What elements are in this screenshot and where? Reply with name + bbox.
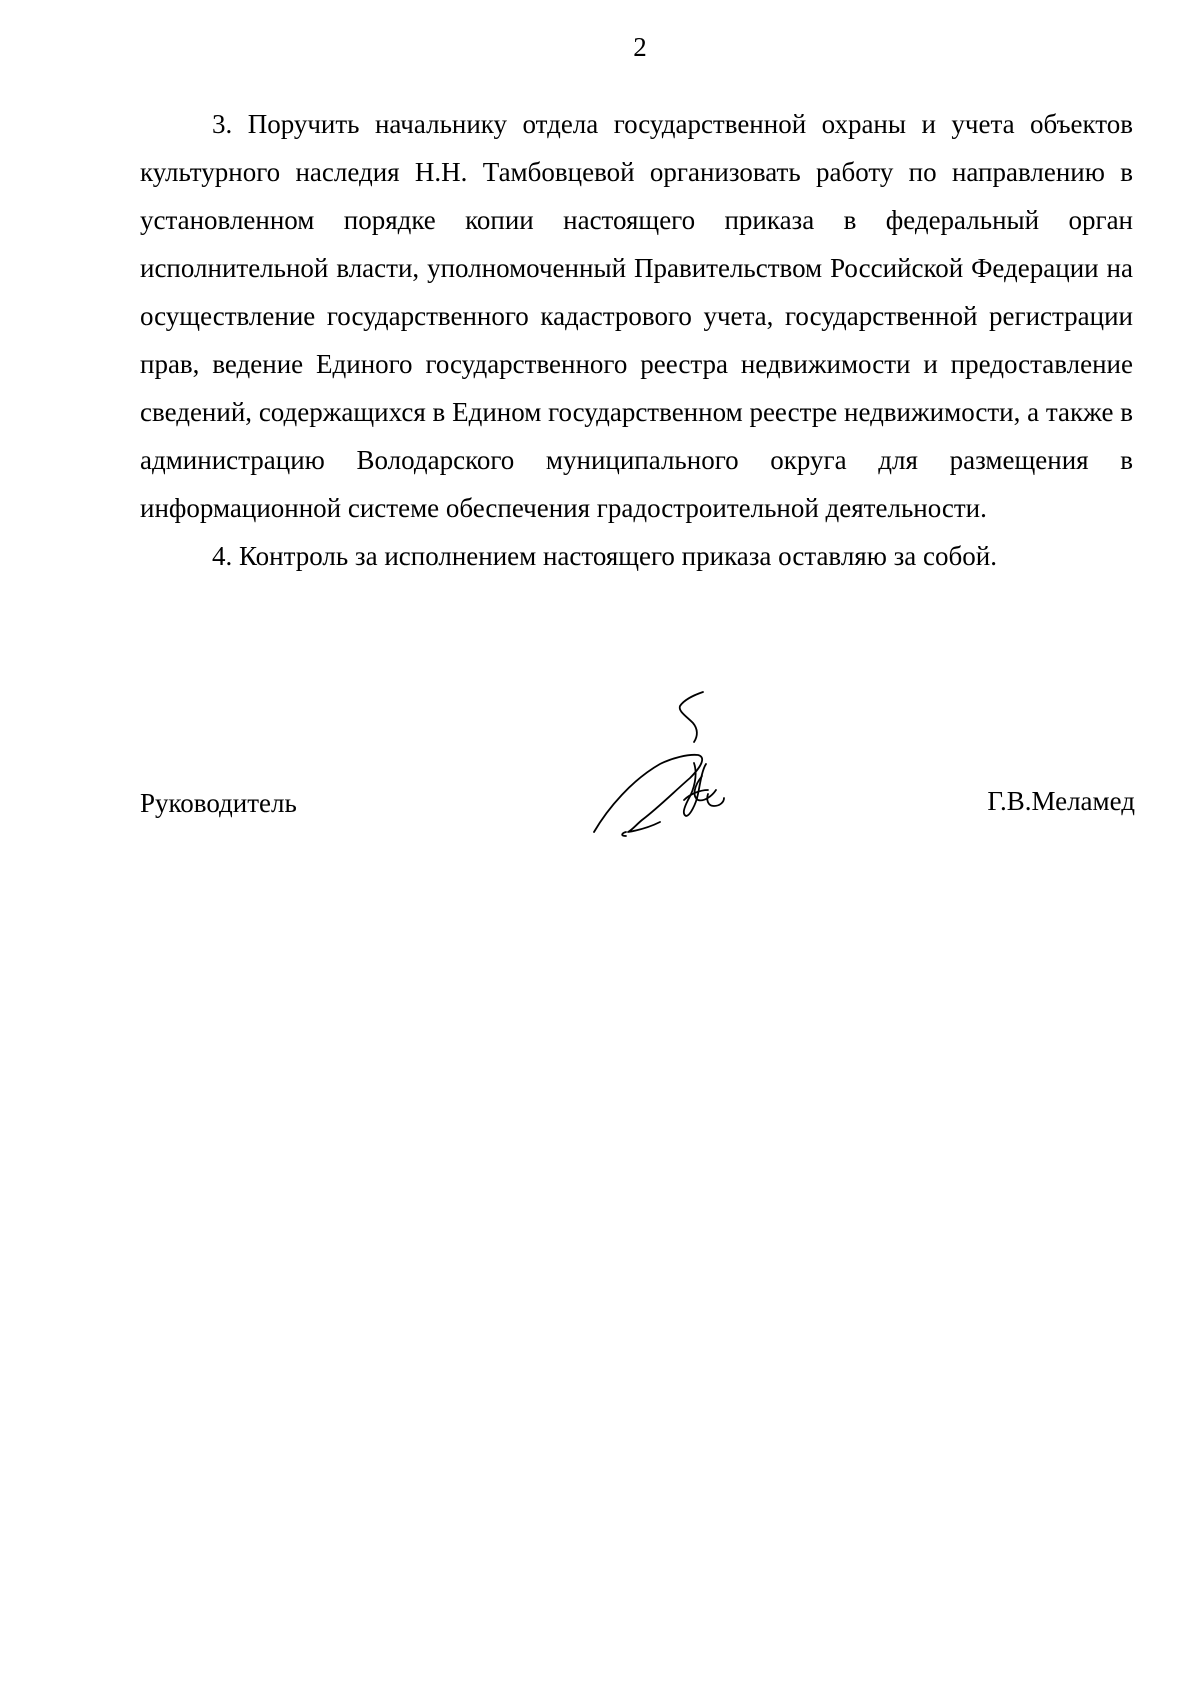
- signature-block: [140, 690, 1133, 870]
- signer-position: Руководитель: [140, 788, 297, 818]
- signer-name: Г.В.Меламед: [987, 786, 1135, 816]
- handwritten-signature-icon: [590, 690, 750, 865]
- page-number: 2: [633, 32, 647, 62]
- paragraph-3: 3. Поручить начальнику отдела государственной охраны и учета объектов культурного наследия Н.Н. Тамбовцевой организовать работу по направлению в установленном порядке копии настоящего приказа в федеральный орган исполнительной власти, уполномоченный Правительством Российской Федерации на осуществление государственного кадастрового учета, государственной регистрации прав, ведение Единого государственного реестра недвижимости и предоставление сведений, содержащихся в Едином государственном реестре недвижимости, а также в администрацию Володарского муниципального округа для размещения в информационной системе обеспечения градостроительной деятельности.: [140, 109, 1133, 523]
- document-body: [140, 100, 1133, 580]
- paragraph-4: 4. Контроль за исполнением настоящего приказа оставляю за собой.: [212, 541, 997, 571]
